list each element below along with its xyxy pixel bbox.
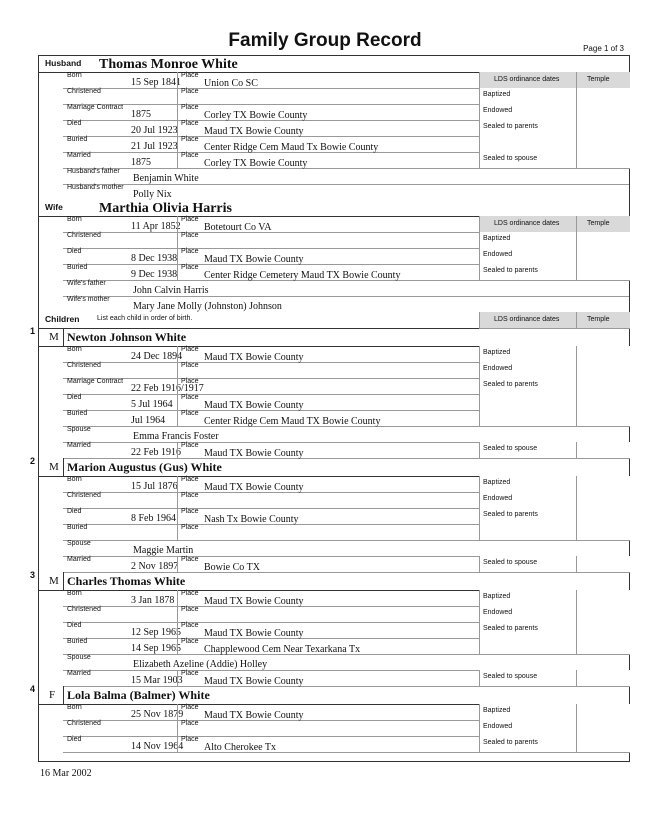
place-label: Place [181, 704, 199, 711]
field-label: Christened [67, 606, 101, 613]
field-label: Marriage Contract [67, 104, 124, 111]
place-label: Place [181, 622, 199, 629]
field-label: Husband's mother [67, 184, 124, 191]
section-label: Husband [45, 58, 82, 68]
lds-label: Endowed [483, 609, 513, 616]
field-label: Spouse [67, 654, 91, 661]
temple-cell[interactable] [576, 378, 631, 394]
lds-cell [479, 346, 630, 363]
lds-cell [479, 704, 630, 721]
lds-label: LDS ordinance dates [494, 76, 560, 83]
field-label: Christened [67, 362, 101, 369]
field-label: Wife's father [67, 280, 106, 287]
place-value[interactable]: Maud TX Bowie County [204, 596, 304, 607]
lds-label: Sealed to parents [483, 123, 538, 130]
lds-label: Baptized [483, 235, 511, 242]
field-label: Christened [67, 232, 101, 239]
place-value[interactable]: Maud TX Bowie County [204, 254, 304, 265]
place-label: Place [181, 394, 199, 401]
place-cell [177, 152, 504, 168]
temple-cell[interactable] [576, 232, 631, 248]
place-label: Place [181, 736, 199, 743]
place-value[interactable]: Maud TX Bowie County [204, 482, 304, 493]
lds-cell [479, 232, 630, 249]
spouse-name[interactable]: John Calvin Harris [133, 285, 209, 296]
field-label: Marriage Contract [67, 378, 124, 385]
lds-label: Sealed to spouse [483, 673, 538, 680]
field-label: Born [67, 476, 82, 483]
date-value[interactable]: 20 Jul 1923 [131, 125, 178, 136]
lds-label: Sealed to spouse [483, 559, 538, 566]
temple-cell[interactable] [576, 120, 631, 136]
lds-label: Sealed to parents [483, 625, 538, 632]
lds-cell [479, 492, 630, 509]
lds-cell [479, 476, 630, 493]
field-label: Married [67, 152, 91, 159]
field-label: Christened [67, 720, 101, 727]
place-value[interactable]: Maud TX Bowie County [204, 710, 304, 721]
child-number: 1 [30, 326, 36, 336]
field-label: Born [67, 216, 82, 223]
field-label: Died [67, 622, 82, 629]
spouse-name[interactable]: Polly Nix [133, 189, 172, 200]
place-value[interactable]: Maud TX Bowie County [204, 448, 304, 459]
temple-cell[interactable] [576, 670, 631, 686]
temple-cell[interactable] [576, 476, 631, 492]
lds-cell [479, 264, 630, 281]
lds-cell [479, 736, 630, 753]
place-value[interactable]: Nash Tx Bowie County [204, 514, 299, 525]
place-cell [177, 410, 504, 426]
place-value[interactable]: Corley TX Bowie County [204, 158, 308, 169]
place-cell [177, 378, 504, 394]
lds-label: Endowed [483, 723, 513, 730]
temple-label: Temple [587, 220, 610, 227]
record-form [30, 55, 630, 762]
place-value[interactable]: Center Ridge Cem Maud TX Bowie County [204, 416, 381, 427]
spouse-name[interactable]: Maggie Martin [133, 545, 194, 556]
section-header-husband [39, 56, 629, 73]
lds-cell [479, 152, 630, 169]
date-value[interactable]: Jul 1964 [131, 415, 166, 426]
place-label: Place [181, 556, 199, 563]
date-value[interactable]: 12 Sep 1965 [131, 627, 181, 638]
place-label: Place [181, 508, 199, 515]
temple-cell[interactable] [576, 216, 631, 232]
field-label: Spouse [67, 426, 91, 433]
place-value[interactable]: Bowie Co TX [204, 562, 260, 573]
date-value[interactable]: 11 Apr 1852 [131, 221, 181, 232]
lds-label: Endowed [483, 107, 513, 114]
temple-cell[interactable] [576, 248, 631, 264]
temple-cell[interactable] [576, 346, 631, 362]
place-cell [177, 120, 504, 136]
place-label: Place [181, 638, 199, 645]
field-label: Married [67, 556, 91, 563]
field-label: Spouse [67, 540, 91, 547]
field-label: Born [67, 704, 82, 711]
field-label: Born [67, 590, 82, 597]
spouse-name[interactable]: Elizabeth Azeline (Addie) Holley [133, 659, 268, 670]
lds-cell [479, 442, 630, 459]
lds-cell [479, 72, 630, 89]
field-label: Died [67, 508, 82, 515]
place-cell [177, 216, 504, 232]
place-cell [177, 362, 504, 378]
place-value[interactable]: Maud TX Bowie County [204, 126, 304, 137]
temple-cell[interactable] [576, 492, 631, 508]
lds-label: Sealed to parents [483, 267, 538, 274]
place-cell [177, 736, 504, 752]
place-value[interactable]: Center Ridge Cemetery Maud TX Bowie County [204, 270, 401, 281]
field-label: Died [67, 120, 82, 127]
lds-label: Sealed to parents [483, 739, 538, 746]
place-cell [177, 476, 504, 492]
date-value[interactable]: 15 Sep 1841 [131, 77, 181, 88]
divider [63, 458, 64, 476]
date-value[interactable]: 2 Nov 1897 [131, 561, 179, 572]
place-label: Place [181, 492, 199, 499]
field-label: Husband's father [67, 168, 120, 175]
temple-cell[interactable] [576, 88, 631, 104]
spouse-name[interactable]: Benjamin White [133, 173, 199, 184]
place-cell [177, 622, 504, 638]
place-cell [177, 670, 504, 686]
field-label: Buried [67, 638, 88, 645]
form-row [63, 654, 629, 671]
child-header [30, 326, 629, 347]
place-value[interactable]: Maud TX Bowie County [204, 676, 304, 687]
place-cell [177, 492, 504, 508]
place-value[interactable]: Botetourt Co VA [204, 222, 272, 233]
spouse-name[interactable]: Emma Francis Foster [133, 431, 219, 442]
temple-cell[interactable] [576, 362, 631, 378]
lds-cell [479, 120, 630, 137]
place-cell [177, 232, 504, 248]
place-value[interactable]: Maud TX Bowie County [204, 400, 304, 411]
place-label: Place [181, 104, 199, 111]
lds-label: Endowed [483, 365, 513, 372]
place-cell [177, 88, 504, 104]
place-cell [177, 394, 504, 410]
date-value[interactable]: 24 Dec 1894 [131, 351, 183, 362]
children-label: Children [45, 314, 80, 324]
field-label: Married [67, 670, 91, 677]
place-cell [177, 104, 504, 120]
place-label: Place [181, 606, 199, 613]
field-label: Died [67, 394, 82, 401]
lds-cell [479, 248, 630, 265]
person-name: Thomas Monroe White [99, 57, 238, 72]
section-header-wife [39, 200, 629, 217]
place-label: Place [181, 362, 199, 369]
divider [63, 686, 64, 704]
lds-cell [479, 362, 630, 379]
lds-cell [479, 410, 630, 427]
place-label: Place [181, 524, 199, 531]
field-label: Died [67, 736, 82, 743]
field-label: Buried [67, 524, 88, 531]
date-value[interactable]: 15 Jul 1876 [131, 481, 178, 492]
child-name: Newton Johnson White [67, 330, 187, 344]
children-note: List each child in order of birth. [97, 315, 193, 322]
spouse-name[interactable]: Mary Jane Molly (Johnston) Johnson [133, 301, 282, 312]
place-cell [177, 508, 504, 524]
temple-cell[interactable] [576, 736, 631, 752]
divider [63, 572, 64, 590]
lds-label: Baptized [483, 349, 511, 356]
place-value[interactable]: Maud TX Bowie County [204, 628, 304, 639]
place-value[interactable]: Maud TX Bowie County [204, 352, 304, 363]
place-cell [177, 704, 504, 720]
lds-cell [479, 638, 630, 655]
lds-label: Endowed [483, 495, 513, 502]
place-label: Place [181, 248, 199, 255]
section-label: Wife [45, 202, 63, 212]
lds-cell [479, 590, 630, 607]
lds-cell [479, 104, 630, 121]
date-value[interactable]: 1875 [131, 157, 151, 168]
form-row [63, 426, 629, 443]
place-label: Place [181, 88, 199, 95]
lds-cell [479, 508, 630, 525]
temple-cell[interactable] [576, 152, 631, 168]
date-value[interactable]: 5 Jul 1964 [131, 399, 173, 410]
lds-label: LDS ordinance dates [494, 220, 560, 227]
lds-cell [479, 556, 630, 573]
lds-cell [479, 622, 630, 639]
date-value[interactable]: 21 Jul 1923 [131, 141, 178, 152]
place-label: Place [181, 72, 199, 79]
field-label: Christened [67, 492, 101, 499]
temple-cell[interactable] [576, 590, 631, 606]
child-header [30, 684, 629, 705]
child-sex: F [49, 689, 56, 701]
place-cell [177, 264, 504, 280]
place-value[interactable]: Chapplewood Cem Near Texarkana Tx [204, 644, 361, 655]
temple-cell[interactable] [576, 508, 631, 524]
form-row [63, 168, 629, 185]
place-label: Place [181, 264, 199, 271]
temple-cell[interactable] [576, 136, 631, 152]
date-value[interactable]: 25 Nov 1879 [131, 709, 184, 720]
lds-cell [479, 606, 630, 623]
date-value[interactable]: 3 Jan 1878 [131, 595, 175, 606]
field-label: Buried [67, 410, 88, 417]
temple-cell[interactable] [576, 410, 631, 426]
temple-cell[interactable] [576, 72, 631, 88]
date-value[interactable]: 8 Feb 1964 [131, 513, 176, 524]
date-value[interactable]: 14 Sep 1965 [131, 643, 181, 654]
date-value[interactable]: 8 Dec 1938 [131, 253, 178, 264]
place-label: Place [181, 346, 199, 353]
lds-header [479, 312, 630, 329]
temple-cell[interactable] [576, 104, 631, 120]
place-label: Place [181, 410, 199, 417]
lds-cell [479, 394, 630, 411]
temple-cell[interactable] [576, 704, 631, 720]
lds-label: LDS ordinance dates [494, 316, 560, 323]
child-name: Charles Thomas White [67, 574, 186, 588]
temple-header [576, 312, 631, 328]
page-number: Page 1 of 3 [583, 44, 624, 53]
place-label: Place [181, 442, 199, 449]
form-row [63, 540, 629, 557]
place-cell [177, 556, 504, 572]
place-value[interactable]: Center Ridge Cem Maud Tx Bowie County [204, 142, 379, 153]
temple-cell[interactable] [576, 556, 631, 572]
field-label: Buried [67, 136, 88, 143]
lds-label: Baptized [483, 707, 511, 714]
place-cell [177, 442, 504, 458]
place-label: Place [181, 590, 199, 597]
lds-label: Baptized [483, 593, 511, 600]
place-label: Place [181, 670, 199, 677]
place-value[interactable]: Alto Cherokee Tx [204, 742, 277, 753]
page-title: Family Group Record [228, 30, 422, 51]
temple-cell[interactable] [576, 606, 631, 622]
date-value[interactable]: 15 Mar 1903 [131, 675, 183, 686]
date-value[interactable]: 22 Feb 1916/1917 [131, 383, 204, 394]
lds-label: Sealed to parents [483, 511, 538, 518]
form-row [63, 296, 629, 313]
field-label: Married [67, 442, 91, 449]
lds-label: Sealed to parents [483, 381, 538, 388]
child-header [30, 570, 629, 591]
place-cell [177, 720, 504, 736]
child-sex: M [49, 461, 59, 473]
place-cell [177, 72, 504, 88]
lds-label: Endowed [483, 251, 513, 258]
temple-cell[interactable] [576, 622, 631, 638]
place-cell [177, 606, 504, 622]
place-cell [177, 590, 504, 606]
field-label: Christened [67, 88, 101, 95]
date-value[interactable]: 9 Dec 1938 [131, 269, 178, 280]
date-value[interactable]: 22 Feb 1916 [131, 447, 181, 458]
child-number: 4 [30, 684, 36, 694]
temple-cell[interactable] [576, 394, 631, 410]
date-value[interactable]: 1875 [131, 109, 151, 120]
child-sex: M [49, 331, 59, 343]
place-label: Place [181, 152, 199, 159]
field-label: Buried [67, 264, 88, 271]
field-label: Wife's mother [67, 296, 110, 303]
temple-label: Temple [587, 316, 610, 323]
child-number: 3 [30, 570, 36, 580]
lds-cell [479, 88, 630, 105]
child-number: 2 [30, 456, 36, 466]
place-label: Place [181, 120, 199, 127]
person-name: Marthia Olivia Harris [99, 201, 232, 216]
lds-cell [479, 524, 630, 541]
child-name: Marion Augustus (Gus) White [67, 460, 222, 474]
place-cell [177, 248, 504, 264]
lds-cell [479, 136, 630, 153]
field-label: Born [67, 72, 82, 79]
place-cell [177, 136, 504, 152]
place-cell [177, 524, 504, 540]
place-label: Place [181, 720, 199, 727]
lds-label: Baptized [483, 91, 511, 98]
temple-cell[interactable] [576, 264, 631, 280]
child-header [30, 456, 629, 477]
place-label: Place [181, 216, 199, 223]
place-label: Place [181, 136, 199, 143]
temple-cell[interactable] [576, 524, 631, 540]
lds-cell [479, 720, 630, 737]
lds-cell [479, 216, 630, 233]
child-sex: M [49, 575, 59, 587]
place-label: Place [181, 476, 199, 483]
lds-cell [479, 378, 630, 395]
divider [63, 328, 64, 346]
place-cell [177, 638, 504, 654]
lds-cell [479, 670, 630, 687]
lds-label: Sealed to spouse [483, 155, 538, 162]
temple-cell[interactable] [576, 638, 631, 654]
date-value[interactable]: 14 Nov 1964 [131, 741, 184, 752]
form-row [63, 184, 629, 201]
field-label: Died [67, 248, 82, 255]
temple-label: Temple [587, 76, 610, 83]
lds-label: Baptized [483, 479, 511, 486]
footer-date: 16 Mar 2002 [40, 768, 92, 779]
place-value[interactable]: Corley TX Bowie County [204, 110, 308, 121]
place-label: Place [181, 232, 199, 239]
child-name: Lola Balma (Balmer) White [67, 688, 210, 702]
place-value[interactable]: Union Co SC [204, 78, 258, 89]
form-row [63, 280, 629, 297]
temple-cell[interactable] [576, 442, 631, 458]
temple-cell[interactable] [576, 720, 631, 736]
place-label: Place [181, 378, 199, 385]
field-label: Born [67, 346, 82, 353]
place-cell [177, 346, 504, 362]
lds-label: Sealed to spouse [483, 445, 538, 452]
